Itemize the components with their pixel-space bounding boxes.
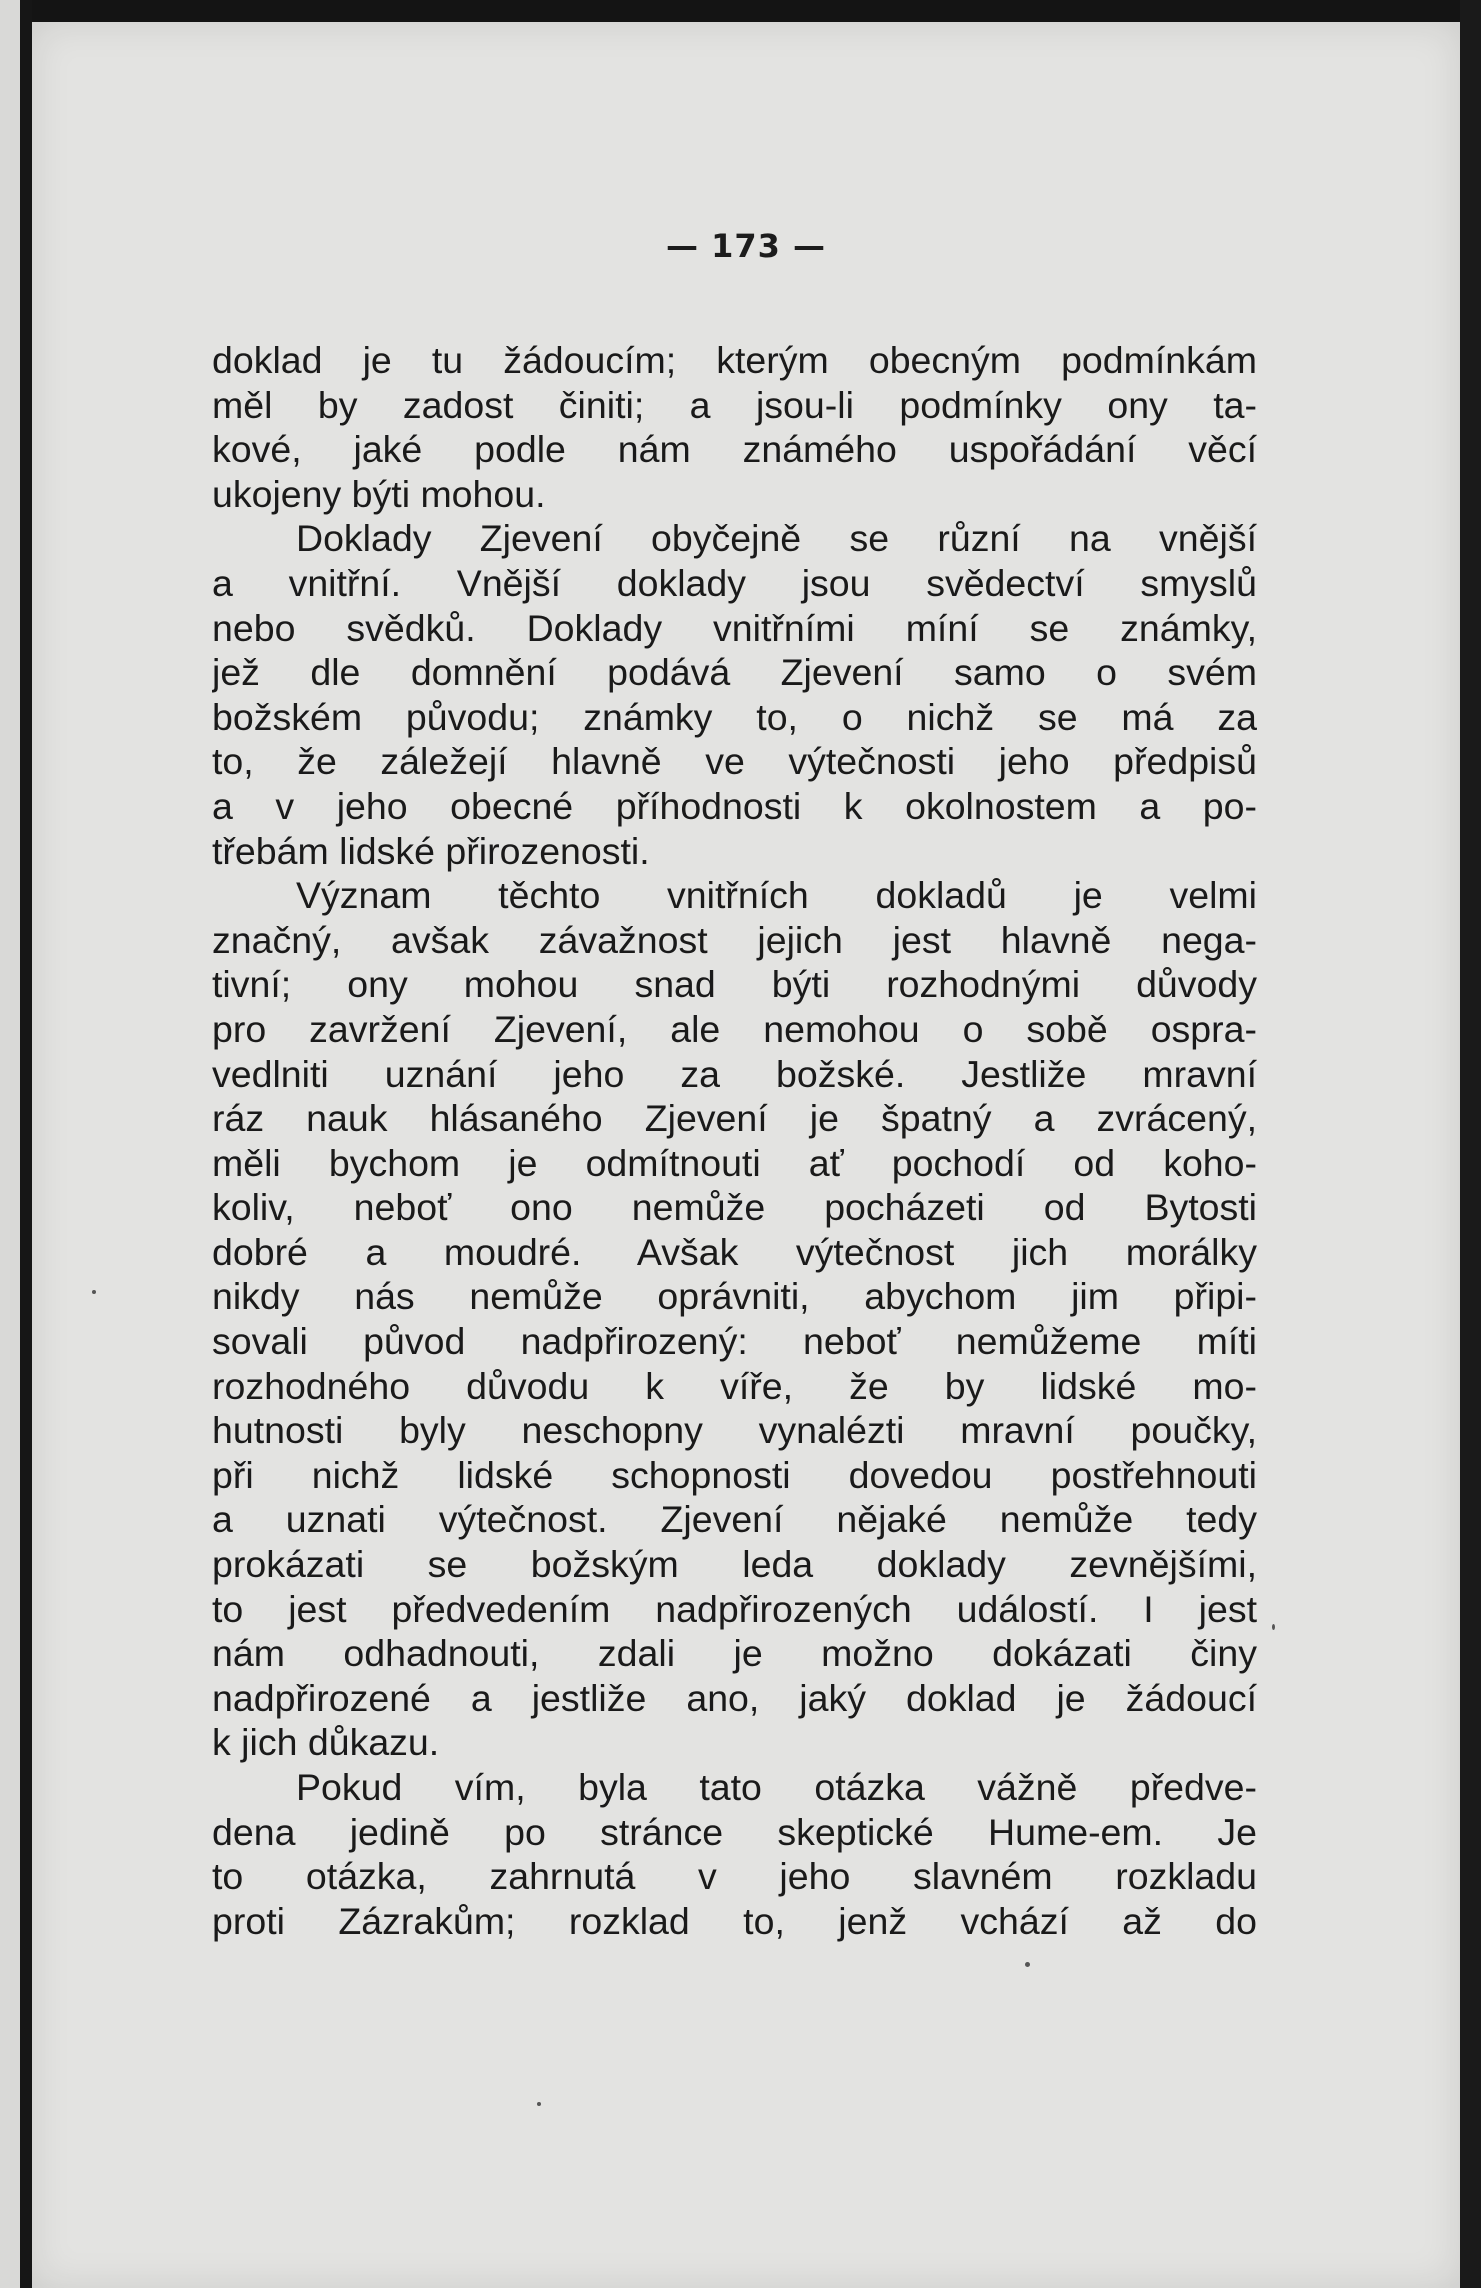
text-line: ráz nauk hlásaného Zjevení je špatný a zvrácený, bbox=[212, 1097, 1257, 1140]
scan-speck bbox=[1272, 1624, 1275, 1630]
body-text bbox=[212, 338, 1257, 1943]
text-line: ukojeny býti mohou. bbox=[212, 472, 546, 515]
scan-speck bbox=[537, 2102, 541, 2106]
page-edge bbox=[1460, 0, 1481, 2288]
text-line: při nichž lidské schopnosti dovedou postřehnouti bbox=[212, 1453, 1257, 1496]
text-line: to otázka, zahrnutá v jeho slavném rozkladu bbox=[212, 1855, 1257, 1898]
book-page bbox=[32, 22, 1460, 2288]
text-line: značný, avšak závažnost jejich jest hlavně nega- bbox=[212, 918, 1257, 961]
gutter-strip bbox=[0, 0, 20, 2288]
scan-speck bbox=[92, 1290, 96, 1294]
text-line: měli bychom je odmítnouti ať pochodí od koho- bbox=[212, 1141, 1257, 1184]
gutter-shadow bbox=[20, 0, 32, 2288]
text-line: třebám lidské přirozenosti. bbox=[212, 829, 650, 872]
text-line: dena jedině po stránce skeptické Hume-em. Je bbox=[212, 1810, 1257, 1853]
text-line: dobré a moudré. Avšak výtečnost jich morálky bbox=[212, 1230, 1257, 1273]
text-line: nebo svědků. Doklady vnitřními míní se známky, bbox=[212, 606, 1257, 649]
text-line: to, že záležejí hlavně ve výtečnosti jeho předpisů bbox=[212, 740, 1257, 783]
page-number: — 173 — bbox=[665, 227, 827, 265]
text-line: jež dle domnění podává Zjevení samo o svém bbox=[212, 651, 1257, 694]
text-line: měl by zadost činiti; a jsou-li podmínky ony ta- bbox=[212, 383, 1257, 426]
text-line: hutnosti byly neschopny vynalézti mravní poučky, bbox=[212, 1409, 1257, 1452]
text-line: proti Zázrakům; rozklad to, jenž vchází až do bbox=[212, 1899, 1257, 1942]
text-line: tivní; ony mohou snad býti rozhodnými důvody bbox=[212, 963, 1257, 1006]
text-line: k jich důkazu. bbox=[212, 1721, 440, 1764]
text-line: nadpřirozené a jestliže ano, jaký doklad je žádoucí bbox=[212, 1676, 1257, 1719]
text-line: Význam těchto vnitřních dokladů je velmi bbox=[296, 874, 1257, 917]
text-line: vedlniti uznání jeho za božské. Jestliže mravní bbox=[212, 1052, 1257, 1095]
text-line: Doklady Zjevení obyčejně se různí na vnější bbox=[296, 517, 1257, 560]
text-line: Pokud vím, byla tato otázka vážně předve- bbox=[296, 1766, 1257, 1808]
text-line: božském původu; známky to, o nichž se má za bbox=[212, 695, 1257, 738]
text-line: rozhodného důvodu k víře, že by lidské mo- bbox=[212, 1364, 1257, 1407]
text-line: a v jeho obecné příhodnosti k okolnostem a po- bbox=[212, 784, 1257, 827]
text-line: pro zavržení Zjevení, ale nemohou o sobě ospra- bbox=[212, 1007, 1257, 1050]
text-line: prokázati se božským leda doklady zevnějšími, bbox=[212, 1543, 1257, 1586]
text-line: kové, jaké podle nám známého uspořádání věcí bbox=[212, 428, 1257, 471]
text-line: koliv, neboť ono nemůže pocházeti od Bytosti bbox=[212, 1186, 1257, 1229]
text-line: nám odhadnouti, zdali je možno dokázati činy bbox=[212, 1632, 1257, 1675]
text-line: to jest předvedením nadpřirozených událostí. I jest bbox=[212, 1587, 1257, 1630]
text-line: a uznati výtečnost. Zjevení nějaké nemůže tedy bbox=[212, 1498, 1257, 1541]
scan-speck bbox=[1025, 1962, 1030, 1967]
text-line: doklad je tu žádoucím; kterým obecným podmínkám bbox=[212, 339, 1257, 381]
text-line: sovali původ nadpřirozený: neboť nemůžeme míti bbox=[212, 1320, 1257, 1363]
text-line: nikdy nás nemůže oprávniti, abychom jim připi- bbox=[212, 1275, 1257, 1318]
text-line: a vnitřní. Vnější doklady jsou svědectví smyslů bbox=[212, 561, 1257, 604]
